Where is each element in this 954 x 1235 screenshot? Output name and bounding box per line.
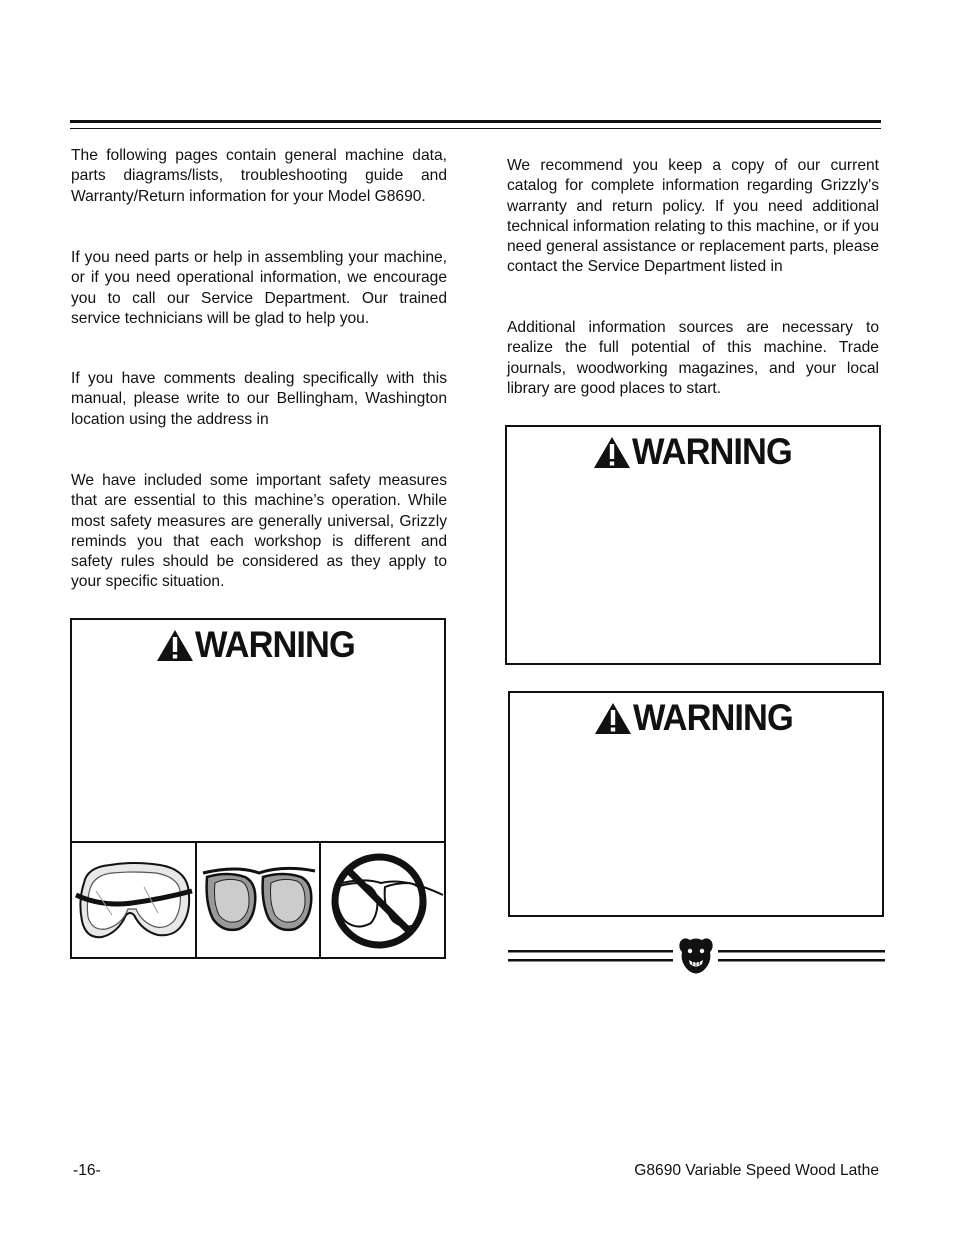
no-regular-glasses-icon bbox=[321, 843, 445, 955]
safety-glasses-icon bbox=[197, 843, 321, 955]
catalog-paragraph: We recommend you keep a copy of our current catalog for complete information regarding Grizzly's warranty and return policy. If you need additional technical information relating to this machine, or if you need general assistance or replacement parts, please contact the Service Department listed in bbox=[507, 157, 879, 276]
intro-paragraph: The following pages contain general machine data, parts diagrams/lists, troubleshooting guide and Warranty/Return information for your Model G8690. bbox=[71, 147, 447, 205]
manual-title: G8690 Variable Speed Wood Lathe bbox=[634, 1162, 879, 1179]
warning-box-right-bottom bbox=[508, 691, 884, 917]
goggles-cell bbox=[72, 843, 197, 957]
warning-triangle-icon bbox=[593, 435, 631, 469]
warning-header bbox=[593, 433, 804, 470]
sources-paragraph: Additional information sources are necessary to realize the full potential of this machine. Trade journals, woodworking magazines, and your local library are good places to start. bbox=[507, 319, 879, 397]
warning-triangle-icon bbox=[156, 628, 194, 662]
header-rule bbox=[70, 120, 881, 123]
glasses-cell bbox=[197, 843, 322, 957]
warning-header bbox=[156, 626, 367, 663]
eyewear-row bbox=[72, 841, 444, 957]
warning-box-eyewear bbox=[70, 618, 446, 959]
warning-box-right-top bbox=[505, 425, 881, 665]
grizzly-divider bbox=[508, 934, 885, 978]
comments-paragraph: If you have comments dealing specifically with this manual, please write to our Bellingham, Washington location using the address in bbox=[71, 370, 447, 428]
warning-label: WARNING bbox=[195, 624, 355, 665]
service-paragraph: If you need parts or help in assembling your machine, or if you need operational information, we encourage you to call our Service Department. Our trained service technicians will be glad to help you. bbox=[71, 249, 447, 327]
safety-paragraph: We have included some important safety measures that are essential to this machine’s operation. While most safety measures are generally universal, Grizzly reminds you that each workshop is different and safety rules should be considered as they apply to your specific situation. bbox=[71, 472, 447, 591]
page-number: -16- bbox=[73, 1162, 101, 1179]
grizzly-bear-logo-icon bbox=[679, 938, 712, 973]
warning-label: WARNING bbox=[633, 697, 793, 738]
header-rule-thin bbox=[70, 128, 881, 129]
safety-goggles-icon bbox=[72, 843, 194, 955]
no-glasses-cell bbox=[321, 843, 444, 957]
warning-label: WARNING bbox=[632, 431, 792, 472]
warning-triangle-icon bbox=[594, 701, 632, 735]
warning-header bbox=[594, 699, 805, 736]
